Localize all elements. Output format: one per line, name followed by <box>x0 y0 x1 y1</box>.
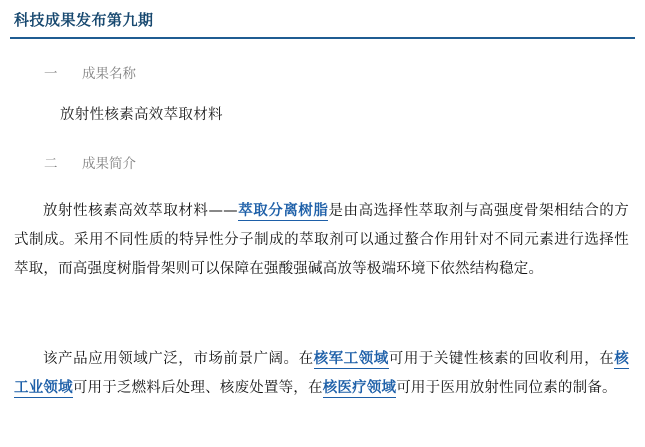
paragraph-text: 该产品应用领域广泛，市场前景广阔。在 <box>43 350 314 367</box>
paragraph-text: 是由高选择性萃取剂与高强度骨架相结合的方式制成。采用不同性质的特异性分子制成的萃取剂可以通过螯合作用针对不同元素进行选择性萃取，而高强度树脂骨架则可以保障在强酸强碱高放等极端环境下依然结构稳定。 <box>14 202 629 277</box>
highlight-term-resin: 萃取分离树脂 <box>237 202 329 219</box>
section-number: 二 <box>44 156 58 172</box>
highlight-term-industry: 核工业领域 <box>14 350 629 396</box>
header-divider <box>10 37 635 39</box>
paragraph-text: 可用于关键性核素的回收利用，在 <box>388 350 615 367</box>
paragraph-text: 可用于医用放射性同位素的制备。 <box>396 379 617 396</box>
paragraph-text: 放射性核素高效萃取材料—— <box>43 202 238 219</box>
intro-paragraph-1 <box>14 197 629 284</box>
paragraph-text: 可用于乏燃料后处理、核废处置等，在 <box>72 379 323 396</box>
intro-paragraph-2 <box>14 345 629 403</box>
result-name-value: 放射性核素高效萃取材料 <box>60 107 223 123</box>
document-header <box>0 0 645 44</box>
section-heading-result-intro <box>44 152 136 172</box>
section-label: 成果名称 <box>82 66 136 82</box>
section-label: 成果简介 <box>82 156 136 172</box>
section-heading-result-name <box>44 62 136 82</box>
highlight-term-military: 核军工领域 <box>313 350 389 367</box>
section-number: 一 <box>44 66 58 82</box>
highlight-term-medical: 核医疗领域 <box>322 379 397 396</box>
page-title: 科技成果发布第九期 <box>14 11 154 29</box>
